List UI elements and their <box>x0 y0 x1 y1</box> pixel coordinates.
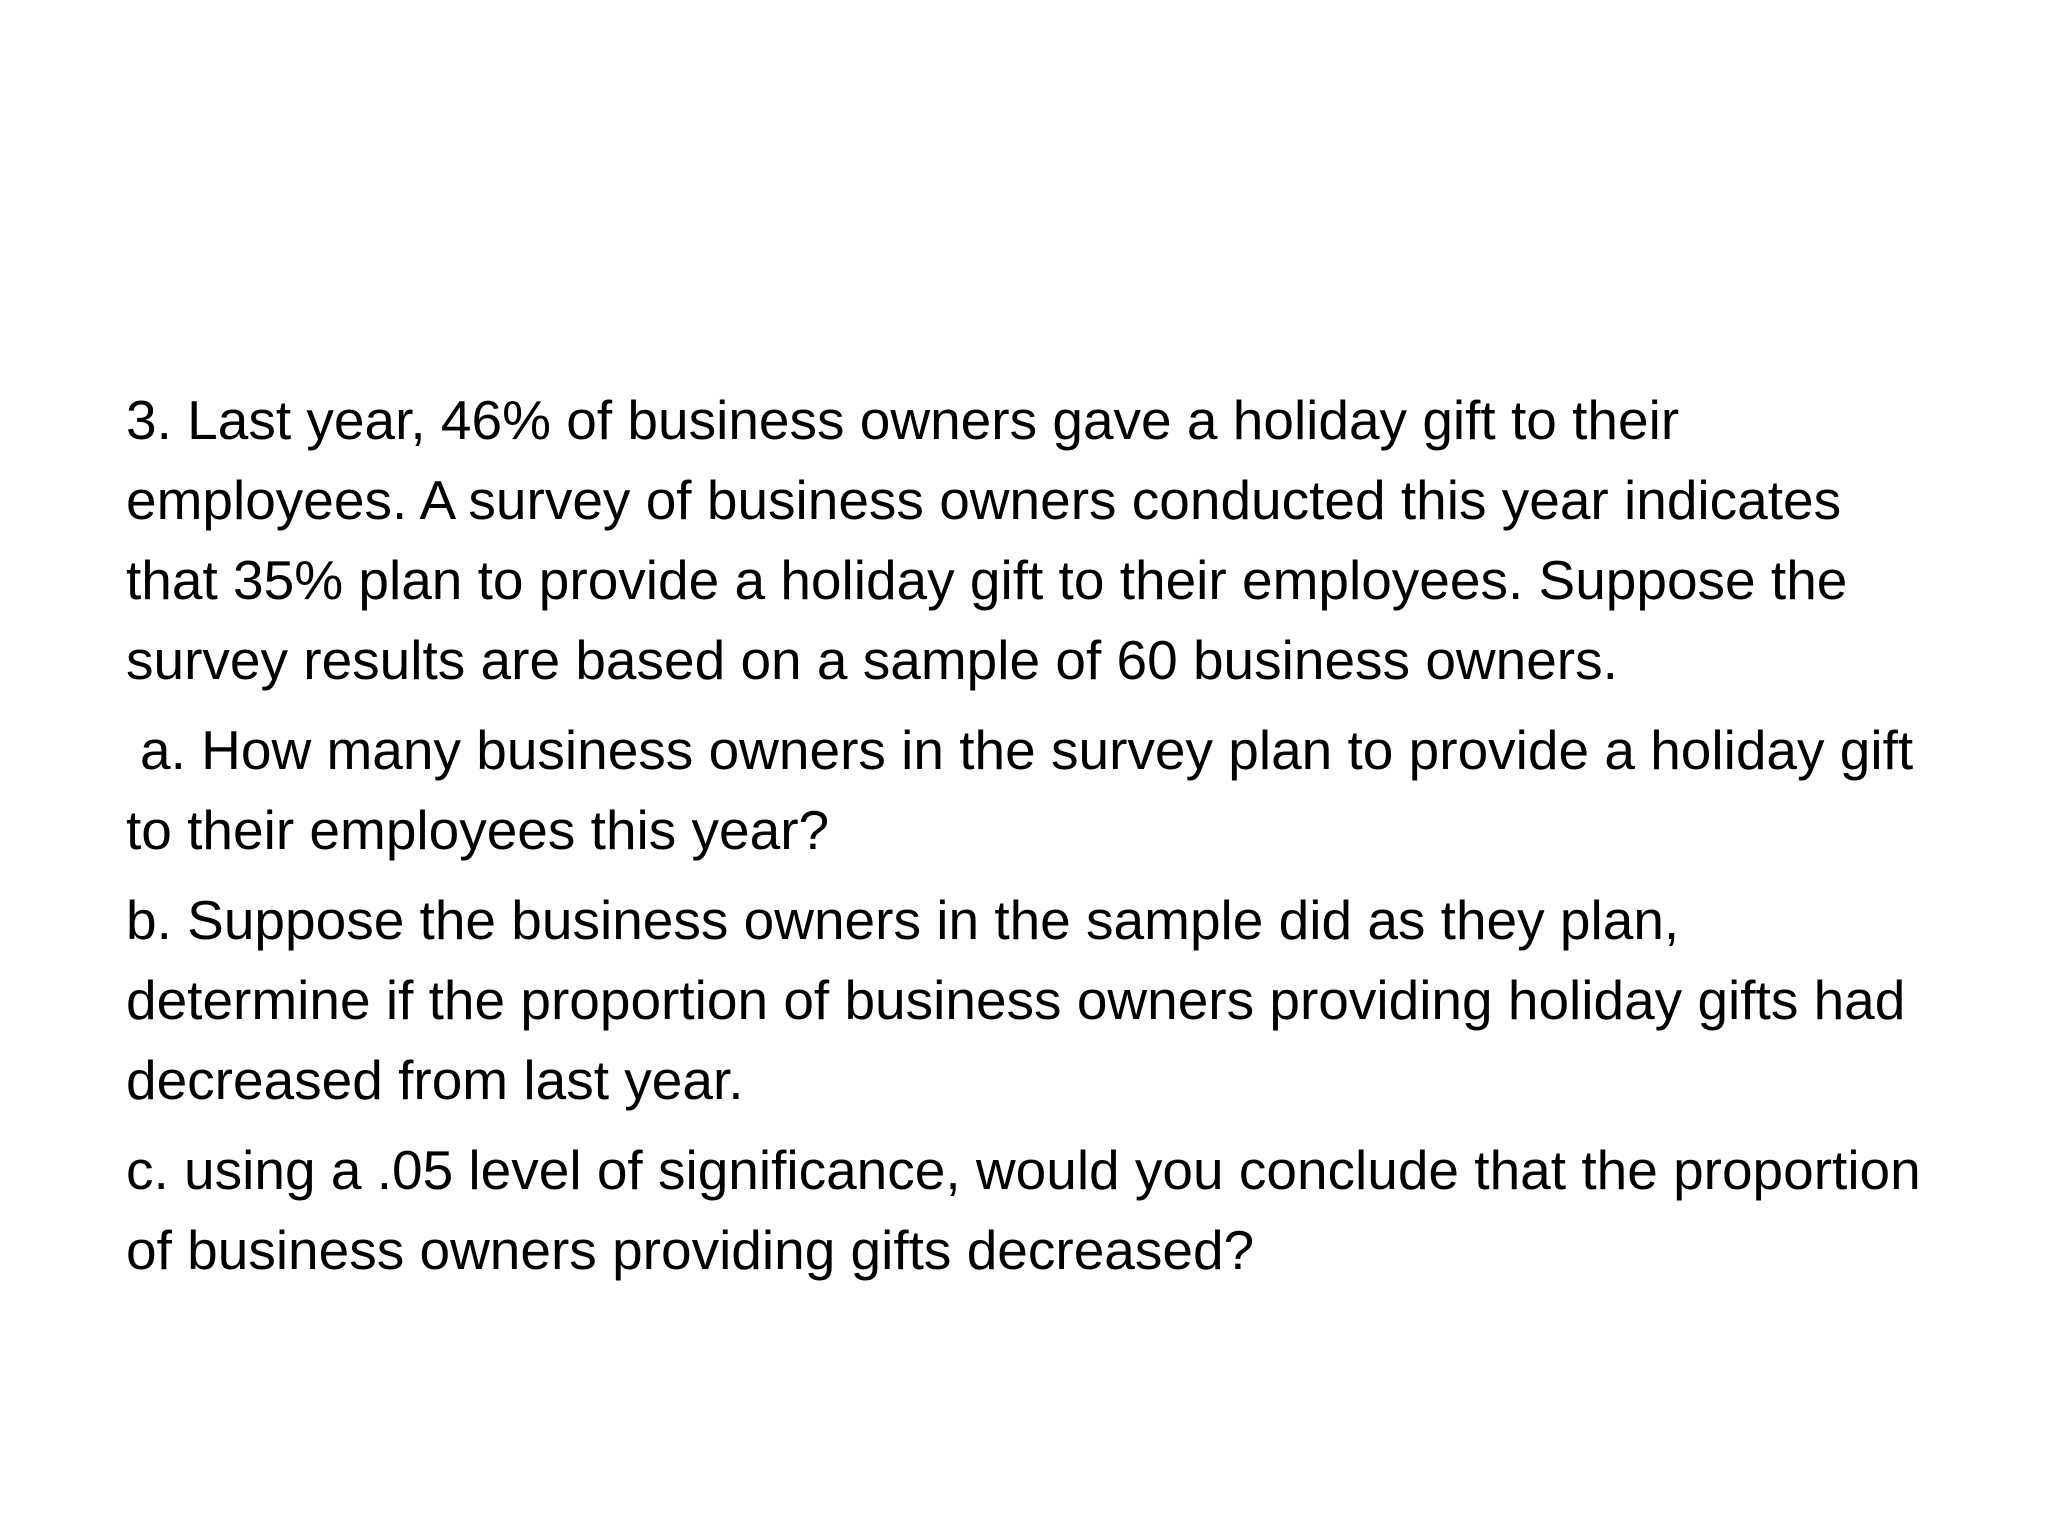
question-part-c: c. using a .05 level of significance, would you conclude that the proportion of business owners providing gifts decreased? <box>126 1139 1921 1281</box>
problem-statement: 3. Last year, 46% of business owners gave a holiday gift to their employees. A survey of business owners conducted this year indicates that 35% plan to provide a holiday gift to their employees. Suppose the survey results are based on a sample of 60 business owners. <box>126 389 1848 691</box>
question-part-a: a. How many business owners in the survey plan to provide a holiday gift to their employees this year? <box>126 719 1914 861</box>
slide-body <box>126 380 1936 1300</box>
question-part-b: b. Suppose the business owners in the sample did as they plan, determine if the proportion of business owners providing holiday gifts had decreased from last year. <box>126 889 1906 1111</box>
